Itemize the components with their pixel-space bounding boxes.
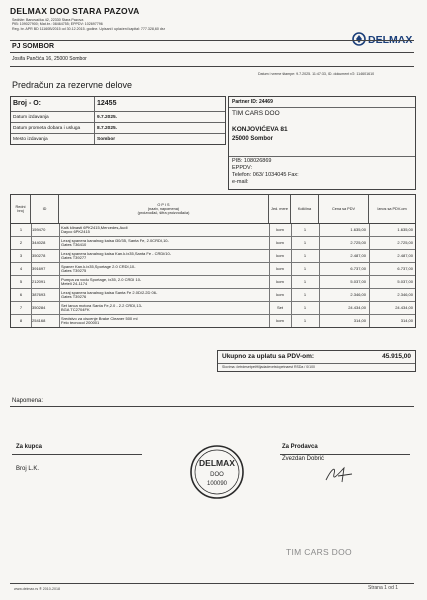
item-qty: 1 [303, 278, 307, 284]
item-jm: kom [276, 278, 284, 284]
svg-text:100090: 100090 [206, 481, 228, 487]
logo-wordmark: DELMAX [368, 34, 413, 46]
document-number-label: Broj - O: [13, 100, 41, 107]
document-info-box [10, 96, 226, 145]
item-amount: 2.346,00 [397, 291, 413, 297]
table-row [11, 302, 415, 315]
item-price: 2.725,00 [350, 239, 366, 245]
item-price: 2.346,00 [350, 291, 366, 297]
item-description: Pumpa za vodu Sportage, ix35, 2.0 CRDI 10- Meteli 24-1174 [61, 276, 142, 287]
item-jm: kom [276, 252, 284, 258]
total-in-words: Slovima: četrdesetpetHiljadadevetstopetnaest RSDa / 0/100 [222, 364, 315, 369]
item-description: Lezaj spanera kanalnog kaisa Kan.k.ix35,Santa Fe - CRDi/10- Gates T39277 [61, 250, 172, 261]
partner-email: e-mail: [232, 179, 249, 185]
issue-place-row [11, 134, 225, 144]
seller-label: Za Prodavca [282, 444, 318, 450]
item-description: Spaner Kan.k.ix35,Sportage 2.0 CRDI,10- Gates T39275 [61, 263, 136, 274]
partner-id: Partner ID: 24469 [232, 99, 273, 105]
seller-signature [322, 462, 356, 486]
item-rb: 4 [19, 265, 23, 271]
item-price: 2.487,00 [350, 252, 366, 258]
item-jm: kom [276, 239, 284, 245]
item-rb: 3 [19, 252, 23, 258]
item-description: Set lanca motora Santa Fe,2.0 - 2.2 CRDI,13- BGA TC2704FK [61, 302, 143, 313]
total-box [217, 350, 416, 372]
branch-address: Josifa Pančića 16, 25000 Sombor [12, 56, 87, 62]
supply-date-row [11, 123, 225, 134]
seller-signature-line [280, 454, 410, 455]
buyer-signature-line [12, 454, 142, 455]
item-description: Sredstvo za ciscenje Brake Cleaner 500 ml Felo tecnocol 200001 [61, 315, 138, 326]
partner-city: 25000 Sombor [232, 136, 274, 142]
item-price: 5.037,00 [350, 278, 366, 284]
table-row [11, 263, 415, 276]
item-jm: Set [276, 304, 283, 310]
delmax-logo [352, 31, 414, 47]
issue-place-value: Sombor [97, 136, 116, 142]
item-description: Lezaj spanera kanalnog kaisa i30/35, Santa Fe, 2.0CRDI,10- Gates T36410 [61, 237, 169, 248]
issue-date-row [11, 112, 225, 123]
header-rule [10, 40, 414, 41]
header-amount: Iznos sa PDV-om [377, 207, 407, 211]
document-number-row [11, 97, 225, 112]
company-registry-line: PIB: 109027900; Mat.br.: 08464755; EPPDV: 102697796 [12, 22, 103, 27]
item-qty: 1 [303, 239, 307, 245]
item-qty: 1 [303, 304, 307, 310]
item-id: 159470 [32, 226, 46, 232]
table-row [11, 315, 415, 327]
item-description: Kaiš klinasti 6PK2415,Mercedes,Audi Dayco 6PK2415 [61, 224, 128, 235]
print-date: Datum i vreme štampe: 9.7.2025. 11:47:33, ID. dokument r/2: 114601610 [258, 72, 375, 76]
item-rb: 6 [19, 291, 23, 297]
item-qty: 1 [303, 291, 307, 297]
total-value: 45.915,00 [382, 353, 411, 360]
total-label: Ukupno za uplatu sa PDV-om: [222, 353, 315, 360]
item-amount: 314,00 [400, 317, 413, 323]
partner-name: TIM CARS DOO [232, 110, 280, 117]
item-price: 314,00 [353, 317, 366, 323]
item-id: 350278 [32, 252, 46, 258]
table-row [11, 289, 415, 302]
partner-phone: Telefon: 063/ 1034045 Fax: [232, 172, 299, 178]
items-table-body [11, 224, 415, 327]
header-description: O P I S (naziv, napomena) (proizvođač, šifra proizvođača) [59, 195, 269, 223]
branch-address-rule [10, 66, 414, 67]
item-id: 344028 [32, 239, 46, 245]
footer-rule [10, 583, 414, 584]
header-quantity: Količina [291, 195, 319, 223]
item-amount: 24.434,00 [395, 304, 413, 310]
item-qty: 1 [303, 252, 307, 258]
supply-date-value: 8.7.2025. [97, 125, 118, 131]
remark-line [10, 406, 414, 407]
header-id: ID [31, 195, 59, 223]
buyer-id: Broj L.K. [16, 466, 40, 472]
item-jm: kom [276, 265, 284, 271]
issue-date-value: 9.7.2025. [97, 114, 118, 120]
item-qty: 1 [303, 226, 307, 232]
item-id: 350284 [32, 304, 46, 310]
item-amount: 6.737,00 [397, 265, 413, 271]
footer-page-number: Strana 1 od 1 [368, 585, 399, 591]
item-qty: 1 [303, 265, 307, 271]
item-rb: 2 [19, 239, 23, 245]
document-number-value: 12455 [97, 100, 117, 107]
table-row [11, 224, 415, 237]
issue-place-label: Mesto izdavanja [13, 136, 48, 142]
items-table-header [11, 195, 415, 224]
item-rb: 1 [19, 226, 23, 232]
item-jm: kom [276, 317, 284, 323]
item-id: 212091 [32, 278, 46, 284]
handwritten-note: TIM CARS DOO [286, 547, 352, 557]
company-capital-line: Reg. br. APR BD 11160B/2015 od 30.12.2015. godine. Upisani i uplaćeni kapital: 777.328,60 dsr [12, 26, 165, 31]
item-description: Lezaj spanera kanalnog kaisa Santa Fe 2.0D/2.2D 06- Gates T39276 [61, 289, 158, 300]
company-address-block [12, 18, 222, 31]
items-table [10, 194, 416, 328]
item-price: 24.434,00 [348, 304, 366, 310]
branch-title: PJ SOMBOR [12, 43, 55, 50]
svg-text:DELMAX: DELMAX [199, 458, 235, 468]
item-amount: 2.487,00 [397, 252, 413, 258]
item-jm: kom [276, 291, 284, 297]
item-jm: kom [276, 226, 284, 232]
item-rb: 5 [19, 278, 23, 284]
table-row [11, 250, 415, 263]
item-rb: 7 [19, 304, 23, 310]
table-row [11, 276, 415, 289]
issue-date-label: Datum izdavanja [13, 114, 49, 120]
item-rb: 8 [19, 317, 23, 323]
item-price: 1.635,00 [350, 226, 366, 232]
item-qty: 1 [303, 317, 307, 323]
item-amount: 2.725,00 [397, 239, 413, 245]
item-id: 391697 [32, 265, 46, 271]
table-row [11, 237, 415, 250]
partner-pib: PIB: 108026869 [232, 158, 272, 164]
item-amount: 5.037,00 [397, 278, 413, 284]
footer-copyright: www.delmax.rs ® 2010-2018 [14, 587, 60, 591]
item-id: 387693 [32, 291, 46, 297]
buyer-label: Za kupca [16, 444, 43, 450]
header-price: Cena sa PDV [319, 195, 369, 223]
seller-name: Zvezdan Dobrić [282, 456, 325, 462]
item-amount: 1.635,00 [397, 226, 413, 232]
remark-label: Napomena: [12, 398, 44, 404]
supply-date-label: Datum prometa dobara i usluga [13, 125, 81, 131]
partner-eppdv: EPPDV: [232, 165, 252, 171]
company-address-line: Sedište: Banovačka 42, 22330 Stara Pazova [12, 18, 84, 22]
partner-street: KONJOVIĆEVA 81 [232, 126, 288, 133]
company-name: DELMAX DOO STARA PAZOVA [10, 6, 140, 16]
item-price: 6.737,00 [350, 265, 366, 271]
branch-rule [10, 52, 414, 53]
company-stamp [189, 444, 245, 500]
header-unit: Jed. mere [269, 195, 291, 223]
item-id: 254168 [32, 317, 46, 323]
partner-box [228, 96, 416, 190]
document-title: Predračun za rezervne delove [12, 80, 133, 90]
svg-text:DOO: DOO [210, 472, 224, 478]
header-rb: Redni broj [11, 195, 31, 223]
